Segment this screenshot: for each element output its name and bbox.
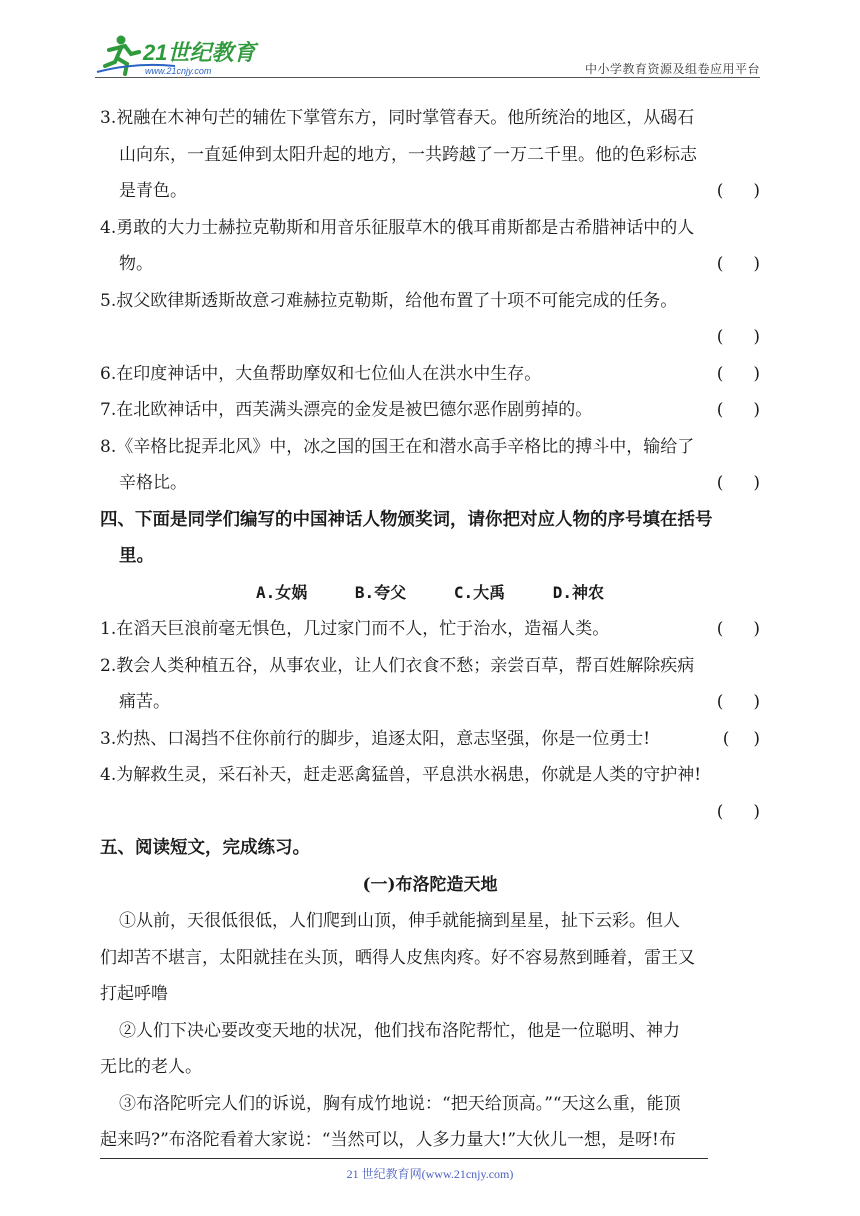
award-item-3 — [100, 721, 760, 758]
item-text: 6.在印度神话中，大鱼帮助摩奴和七位仙人在洪水中生存。 — [100, 363, 542, 384]
item-line: 4.勇敢的大力士赫拉克勒斯和用音乐征服草木的俄耳甫斯都是古希腊神话中的人 — [100, 217, 695, 238]
platform-label: 中小学教育资源及组卷应用平台 — [584, 62, 760, 76]
answer-bracket[interactable]: ( ) — [716, 400, 760, 420]
site-logo — [95, 32, 265, 78]
item-line — [100, 684, 760, 721]
item-line: 5.叔父欧律斯透斯故意刁难赫拉克勒斯，给他布置了十项不可能完成的任务。 — [100, 290, 678, 311]
item-text: 7.在北欧神话中，西芙满头漂亮的金发是被巴德尔恶作剧剪掉的。 — [100, 400, 593, 420]
answer-bracket[interactable]: ( ) — [716, 363, 760, 384]
paragraph-2 — [100, 1013, 760, 1086]
paragraph-line: 无比的老人。 — [100, 1057, 202, 1077]
paragraph-line: ③布洛陀听完人们的诉说，胸有成竹地说：“把天给顶高。”“天这么重，能顶 — [119, 1093, 681, 1114]
section-4-title-cont: 里。 — [119, 546, 154, 566]
logo-url: www.21cnjy.com — [145, 66, 212, 76]
paragraph-line: 打起呼噜 — [100, 984, 168, 1004]
item-line — [100, 319, 760, 356]
item-text: 是青色。 — [119, 181, 187, 201]
paragraph-line: ②人们下决心要改变天地的状况，他们找布洛陀帮忙，他是一位聪明、神力 — [119, 1020, 680, 1041]
option-b: B.夸父 — [354, 582, 407, 602]
answer-bracket[interactable]: ( ) — [716, 692, 760, 712]
answer-bracket[interactable]: ( ) — [716, 327, 760, 347]
answer-bracket[interactable]: ( ) — [722, 728, 760, 749]
footer-divider — [100, 1158, 708, 1159]
item-line: 山向东，一直延伸到太阳升起的地方，一共跨越了一万二千里。他的色彩标志 — [119, 144, 697, 165]
section-4-title: 四、下面是同学们编写的中国神话人物颁奖词，请你把对应人物的序号填在括号 — [100, 509, 713, 530]
header-divider — [95, 77, 760, 78]
page-footer[interactable]: 21 世纪教育网(www.21cnjy.com) — [346, 1167, 514, 1181]
paragraph-line: ①从前，天很低很低，人们爬到山顶，伸手就能摘到星星，扯下云彩。但人 — [119, 911, 680, 931]
judge-item-3 — [100, 100, 760, 210]
item-text: 3.灼热、口渴挡不住你前行的脚步，追逐太阳，意志坚强，你是一位勇士! — [100, 728, 651, 749]
award-item-1 — [100, 611, 760, 648]
item-text: 1.在滔天巨浪前毫无惧色，几过家门而不人，忙于治水，造福人类。 — [100, 619, 610, 639]
award-item-4 — [100, 757, 760, 830]
item-text: 痛苦。 — [119, 692, 170, 712]
item-line: 8.《辛格比捉弄北风》中，冰之国的国王在和潜水高手辛格比的搏斗中，输给了 — [100, 436, 695, 457]
paragraph-3 — [100, 1086, 760, 1159]
answer-bracket[interactable]: ( ) — [716, 181, 760, 201]
judge-item-5 — [100, 283, 760, 356]
judge-item-4 — [100, 210, 760, 283]
option-c: C.大禹 — [453, 582, 506, 602]
item-line — [100, 794, 760, 831]
logo-text: 21世纪教育 — [143, 40, 256, 65]
paragraph-line: 起来吗?”布洛陀看着大家说：“当然可以，人多力量大!”大伙儿一想，是呀!布 — [100, 1130, 676, 1150]
item-line — [100, 465, 760, 502]
paragraph-1 — [100, 903, 760, 1013]
answer-bracket[interactable]: ( ) — [716, 801, 760, 822]
judge-item-7 — [100, 392, 760, 429]
answer-bracket[interactable]: ( ) — [716, 473, 760, 493]
item-line: 4.为解救生灵，采石补天，赶走恶禽猛兽，平息洪水祸患，你就是人类的守护神! — [100, 765, 702, 785]
item-line — [100, 173, 760, 210]
answer-bracket[interactable]: ( ) — [716, 619, 760, 639]
story-title: (一)布洛陀造天地 — [362, 874, 498, 895]
option-a: A.女娲 — [255, 582, 308, 602]
item-line: 2.教会人类种植五谷，从事农业，让人们衣食不愁；亲尝百草，帮百姓解除疾病 — [100, 655, 695, 676]
item-line — [100, 246, 760, 283]
document-body — [100, 100, 760, 1159]
answer-bracket[interactable]: ( ) — [716, 254, 760, 274]
option-d: D.神农 — [552, 582, 605, 602]
judge-item-8 — [100, 429, 760, 502]
answer-options — [100, 575, 760, 612]
section-5-title: 五、阅读短文，完成练习。 — [100, 838, 310, 858]
item-line: 3.祝融在木神句芒的辅佐下掌管东方，同时掌管春天。他所统治的地区，从碣石 — [100, 108, 695, 128]
item-text: 辛格比。 — [119, 473, 187, 493]
page-header — [95, 30, 760, 80]
item-text: 物。 — [119, 254, 153, 274]
award-item-2 — [100, 648, 760, 721]
judge-item-6 — [100, 356, 760, 393]
paragraph-line: 们却苦不堪言，太阳就挂在头顶，晒得人皮焦肉疼。好不容易熬到睡着，雷王又 — [100, 947, 695, 968]
